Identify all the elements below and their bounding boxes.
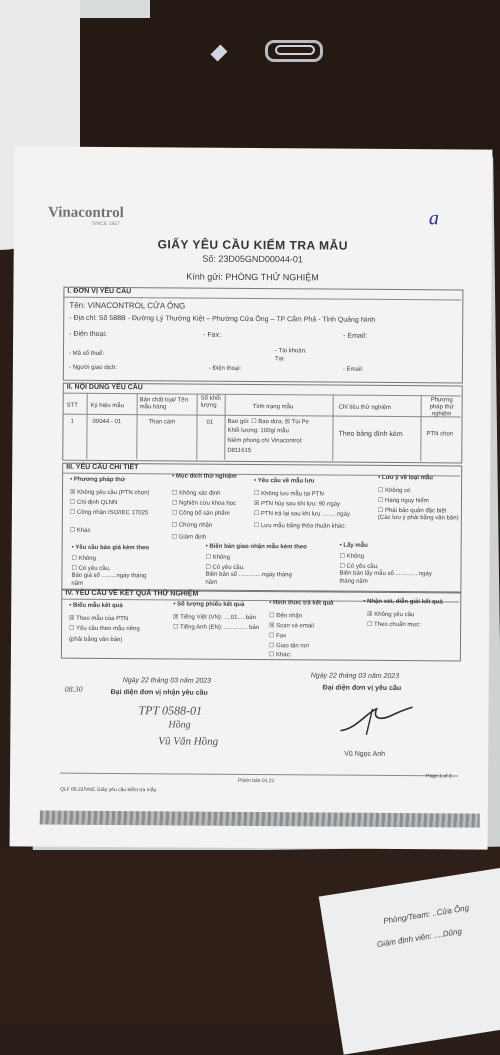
tax-label: - Mã số thuế: [68,350,105,357]
format-note: (phải bằng văn bản) [68,636,123,644]
copies-title: • Số lượng phiếu kết quả [173,601,245,608]
sample-note-4: (Các lưu ý phải bằng văn bản) [377,514,459,522]
section-4-heading: IV. YÊU CẦU VỀ KẾT QUẢ THỬ NGHIỆM [65,589,199,598]
retention-option-3: ☐ PTN trả lại sau khi lưu .........ngày [253,511,351,518]
quote-year: năm [71,580,84,587]
contact-email-label: - Email: [342,366,364,373]
purpose-option-5: ☐ Giám định [171,534,207,541]
method-option-2: ☐ Chỉ định QLNN [69,499,118,507]
col-quantity: Số khối lượng [200,395,221,409]
handwritten-signature: Hồng [168,719,191,731]
remarks-option-1: ☒ Không yêu cầu [367,611,415,619]
section-3-heading: III. YÊU CẦU CHI TIẾT [66,463,139,472]
purpose-option-1: ☐ Không xác định [172,490,221,497]
method-option-1: ☒ Không yêu cầu (PTN chọn) [70,489,150,497]
logo-subtitle: SINCE 1957 [91,220,120,228]
bank-label: Tại: [274,356,286,363]
contact-phone-label: - Điện thoại: [208,365,242,372]
method-title: • Phương pháp thử [70,476,126,484]
purpose-option-2: ☐ Nghiên cứu khoa học [171,500,237,507]
format-option-2: ☐ Yêu cầu theo mẫu riêng [69,625,140,633]
handwritten-time: 08.30 [64,684,83,694]
handover-year: năm [205,579,218,586]
quote-option-1: ☐ Không [71,555,96,562]
request-form-page [10,146,493,849]
row-sample-code: 00044 - 01 [92,418,122,426]
form-number: Số: 23D05GND00044-01 [202,253,303,265]
col-sample-state: Tình trạng mẫu [252,404,294,411]
handwritten-code: TPT 0588-01 [138,703,203,718]
sample-note-3: ☐ Phải bảo quản đặc biệt [377,507,447,515]
format-option-1: ☒ Theo mẫu của PTN [69,615,129,623]
requester-name: Tên: VINACONTROL CỬA ÔNG [69,300,186,311]
receiver-label: Đại diện đơn vị nhận yêu cầu [110,689,208,697]
purpose-option-4: ☐ Chứng nhận [171,522,213,529]
retention-option-1: ☐ Không lưu mẫu tại PTN [254,491,324,498]
vinacontrol-logo: Vinacontrol [47,204,124,222]
col-sample-nature: Bản chất loại/ Tên mẫu hàng [139,397,188,411]
footer-form-code: QLF 06.22/VNC Giấy yêu cầu kiểm tra mẫu [59,786,157,794]
account-label: - Tài khoản: [275,348,307,355]
format-title: • Biểu mẫu kết quả [69,602,123,610]
quote-option-2: ☐ Có yêu cầu, [71,565,111,573]
sampling-title: • Lấy mẫu [339,542,368,549]
state-seal: Niêm phong chì Vinacontrol: [227,437,303,445]
footer-page: Page 1 of 2 [426,773,452,780]
delivery-option-5: ☐ Khác: [268,652,292,659]
method-option-3: ☐ Công nhận ISO/IEC 17025 [69,509,149,517]
paper-clip-inner [275,45,315,55]
row-test-method: PTN chọn [426,431,454,438]
signer-name: Vũ Ngọc Anh [344,750,386,758]
method-option-4: ☐ Khác [69,527,91,534]
handover-option-2: ☐ Có yêu cầu, [205,564,245,571]
sample-note-2: ☐ Hàng nguy hiểm [377,497,429,505]
row-quantity: 01 [206,419,214,426]
sampling-option-2: ☐ Có yêu cầu, [339,563,379,570]
remarks-option-2: ☐ Theo chuẩn mực: [367,621,422,629]
desk-note-sheet [319,865,500,1054]
form-recipient: Kính gửi: PHÒNG THỬ NGHIỆM [186,271,319,283]
contact-label: - Người giao dịch: [68,364,117,372]
sample-note-1: ☐ Không có [378,487,411,495]
quote-title: • Yêu cầu báo giá kèm theo [71,544,150,552]
divider [60,773,458,780]
handwritten-name: Vũ Văn Hồng [158,735,219,748]
col-test-method: Phương pháp thử nghiệm [429,397,454,418]
delivery-option-3: ☐ Fax [269,633,287,640]
state-seal-number: D811615 [227,447,252,455]
row-stt: 1 [70,418,74,425]
sampling-ref: Biên bản lấy mẫu số ..............ngày [339,570,432,578]
footer-version: Phiên bản 01.21 [238,777,275,785]
col-test-criteria: Chỉ tiêu thử nghiệm [338,404,392,411]
copies-vn: ☒ Tiếng Việt (VN): ....01.... bản [173,614,256,622]
section-2-heading: II. NỘI DUNG YÊU CẦU [66,383,143,392]
col-stt: STT [66,402,79,409]
handwritten-mark: a [428,207,440,230]
purpose-option-3: ☐ Công bố sản phẩm [171,510,230,517]
note-team: Phòng/Team: ..Cửa Ông [382,903,470,926]
purpose-title: • Mục đích thử nghiệm [172,473,237,480]
row-test-criteria: Theo bảng đính kèm [338,430,403,439]
delivery-option-2: ☒ Scan và email [269,623,314,630]
handover-option-1: ☐ Không [205,554,231,561]
delivery-option-4: ☐ Giao tận nơi [268,643,309,650]
retention-title: • Yêu cầu về mẫu lưu [254,478,315,485]
row-sample-nature: Than cám [148,419,176,426]
receiver-date: Ngày 22 tháng 03 năm 2023 [122,677,212,685]
section-1-heading: I. ĐƠN VỊ YÊU CẦU [67,287,132,296]
state-packaging: Bao gói: ☐ Bao dứa; ☒ Túi Pe [227,418,309,426]
remarks-title: • Nhận xét, diễn giải kết quả [363,598,443,606]
retention-option-4: ☐ Lưu mẫu bằng thỏa thuận khác: [253,523,346,530]
email-label: - Email: [343,332,367,340]
handover-ref: Biên bản số ..............ngày tháng [205,571,292,579]
delivery-option-1: ☐ Đến nhận [269,613,303,620]
note-inspector: Giám định viên: ....Dũng [376,926,463,950]
retention-option-2: ☒ PTN hủy sau khi lưu: 90 ngày [253,501,341,508]
requester-address: - Địa chỉ: Số 588B - Đường Lý Thường Kiệt – Phường Cửa Ông – TP Cẩm Phả - Tỉnh Quảng Ninh [69,314,376,324]
col-sample-code: Ký hiệu mẫu [90,402,125,410]
delivery-title: • Hình thức trả kết quả [269,600,334,607]
sampling-date: tháng năm [339,578,368,585]
state-weight: Khối lượng: 100g/ mẫu [227,427,289,435]
phone-label: - Điện thoại: [69,330,107,338]
form-title: GIẤY YÊU CẦU KIỂM TRA MẪU [157,237,348,253]
requester-date: Ngày 22 tháng 03 năm 2023 [310,672,400,681]
copier-edge-band [40,811,480,828]
handover-title: • Biên bản giao nhận mẫu kèm theo [205,543,307,551]
copies-en: ☐ Tiếng Anh (EN): .............. bản [173,624,260,632]
requester-label: Đại diện đơn vị yêu cầu [322,684,402,693]
sampling-option-1: ☐ Không [339,553,365,560]
sample-note-title: • Lưu ý về loại mẫu [378,474,433,482]
quote-ref: Báo giá số .........ngày tháng [71,572,147,580]
requester-signature [336,701,416,738]
fax-label: - Fax: [203,331,222,339]
